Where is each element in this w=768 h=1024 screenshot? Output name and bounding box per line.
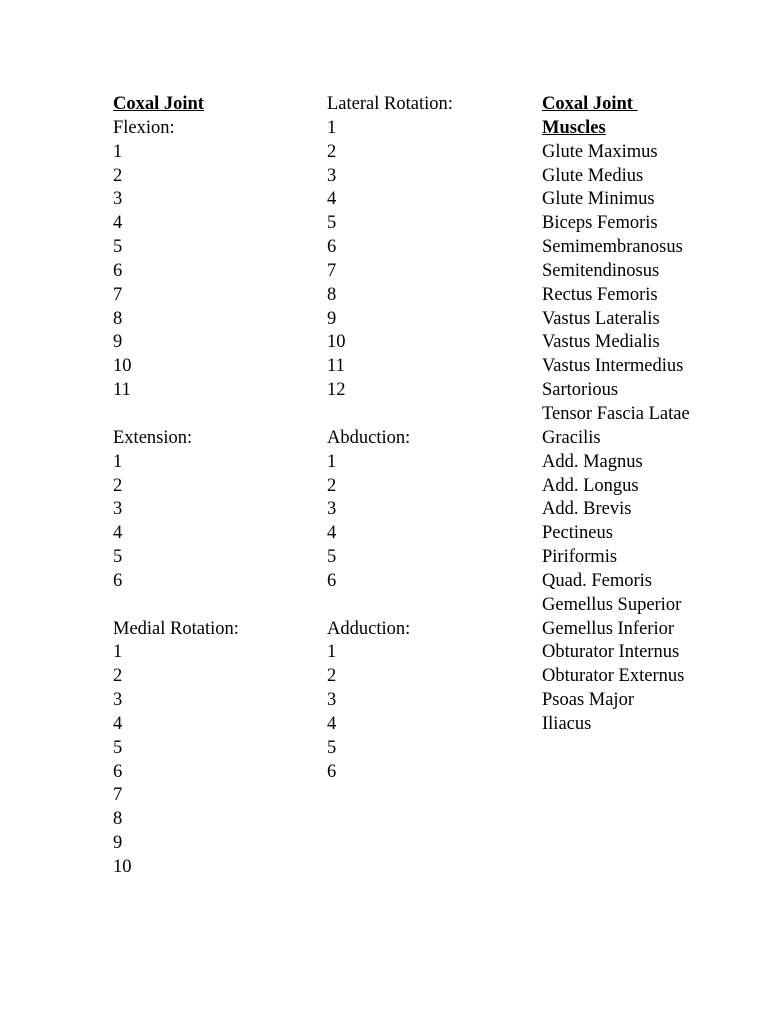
numbered-line: 1 <box>113 141 123 162</box>
muscle-item: Add. Magnus <box>542 451 643 472</box>
numbered-line: 2 <box>327 666 337 687</box>
muscle-item: Iliacus <box>542 713 592 734</box>
numbered-line: 2 <box>113 666 123 687</box>
numbered-line: 3 <box>327 165 337 186</box>
muscle-item: Gracilis <box>542 427 601 448</box>
numbered-line: 7 <box>113 284 123 305</box>
numbered-line: 2 <box>327 475 337 496</box>
muscle-item: Tensor Fascia Latae <box>542 403 690 424</box>
numbered-line: 2 <box>113 165 123 186</box>
numbered-line: 1 <box>327 451 337 472</box>
section-label-extension: Extension: <box>113 427 193 448</box>
numbered-line: 2 <box>113 475 123 496</box>
numbered-line: 4 <box>113 213 123 234</box>
muscle-item: Glute Minimus <box>542 189 655 210</box>
numbered-line: 11 <box>113 380 131 401</box>
numbered-line: 4 <box>327 523 337 544</box>
section-spacer <box>327 403 527 427</box>
muscle-item: Add. Brevis <box>542 499 632 520</box>
muscle-item: Glute Maximus <box>542 141 658 162</box>
section-label-lateral-rotation: Lateral Rotation: <box>327 94 453 114</box>
muscle-item: Semimembranosus <box>542 237 683 258</box>
muscle-list <box>542 141 768 737</box>
muscle-item: Gemellus Superior <box>542 594 682 615</box>
numbered-line: 1 <box>327 642 337 663</box>
numbered-line: 5 <box>113 737 123 758</box>
muscles-title-line-1: Coxal Joint <box>542 94 638 114</box>
numbered-line: 3 <box>113 189 123 210</box>
column-1-title: Coxal Joint <box>113 94 204 114</box>
muscle-item: Psoas Major <box>542 690 634 711</box>
numbered-line: 5 <box>113 237 123 258</box>
numbered-line: 9 <box>113 332 123 353</box>
muscle-item: Gemellus Inferior <box>542 618 675 639</box>
numbered-line: 4 <box>113 713 123 734</box>
numbered-line: 1 <box>113 451 123 472</box>
muscle-item: Glute Medius <box>542 165 644 186</box>
numbered-line: 6 <box>327 761 337 782</box>
numbered-line: 11 <box>327 356 345 377</box>
numbered-line: 1 <box>113 642 123 663</box>
numbered-line: 3 <box>327 499 337 520</box>
section-label-flexion: Flexion: <box>113 117 175 138</box>
section-spacer <box>113 403 313 427</box>
numbered-line: 3 <box>327 690 337 711</box>
section-spacer <box>327 594 527 618</box>
numbered-line: 8 <box>113 809 123 830</box>
column-coxal-joint-movements-1 <box>113 93 313 880</box>
muscle-item: Vastus Lateralis <box>542 308 660 329</box>
numbered-line: 8 <box>327 284 337 305</box>
numbered-line: 7 <box>327 260 337 281</box>
numbered-line: 8 <box>113 308 123 329</box>
numbered-line: 6 <box>113 761 123 782</box>
numbered-line: 1 <box>327 117 337 138</box>
muscle-item: Obturator Internus <box>542 642 680 663</box>
section-spacer <box>113 594 313 618</box>
muscle-item: Vastus Intermedius <box>542 356 684 377</box>
muscle-item: Biceps Femoris <box>542 213 658 234</box>
numbered-line: 5 <box>113 547 123 568</box>
numbered-line: 6 <box>113 570 123 591</box>
numbered-line: 4 <box>327 713 337 734</box>
numbered-line: 6 <box>113 260 123 281</box>
column-coxal-joint-movements-2 <box>327 93 527 784</box>
numbered-line: 4 <box>113 523 123 544</box>
numbered-line: 5 <box>327 213 337 234</box>
numbered-line: 4 <box>327 189 337 210</box>
numbered-line: 6 <box>327 237 337 258</box>
column-1-sections <box>113 117 313 880</box>
numbered-line: 9 <box>113 833 123 854</box>
numbered-line: 3 <box>113 690 123 711</box>
muscle-item: Vastus Medialis <box>542 332 660 353</box>
numbered-line: 9 <box>327 308 337 329</box>
muscle-item: Add. Longus <box>542 475 639 496</box>
muscles-title-line-2: Muscles <box>542 117 606 138</box>
muscle-item: Pectineus <box>542 523 613 544</box>
numbered-line: 5 <box>327 737 337 758</box>
numbered-line: 6 <box>327 570 337 591</box>
muscle-item: Piriformis <box>542 547 618 568</box>
column-2-sections <box>327 93 527 784</box>
muscle-item: Semitendinosus <box>542 260 660 281</box>
muscle-item: Sartorious <box>542 380 619 401</box>
numbered-line: 10 <box>113 857 132 877</box>
section-label-abduction: Abduction: <box>327 427 411 448</box>
section-label-adduction: Adduction: <box>327 618 411 639</box>
numbered-line: 5 <box>327 547 337 568</box>
section-label-medial-rotation: Medial Rotation: <box>113 618 239 639</box>
muscle-item: Quad. Femoris <box>542 570 652 591</box>
numbered-line: 2 <box>327 141 337 162</box>
numbered-line: 7 <box>113 785 123 806</box>
column-coxal-joint-muscles <box>542 93 768 737</box>
muscle-item: Rectus Femoris <box>542 284 658 305</box>
numbered-line: 10 <box>327 332 346 353</box>
numbered-line: 10 <box>113 356 132 377</box>
numbered-line: 12 <box>327 380 346 401</box>
numbered-line: 3 <box>113 499 123 520</box>
muscle-item: Obturator Externus <box>542 666 685 687</box>
